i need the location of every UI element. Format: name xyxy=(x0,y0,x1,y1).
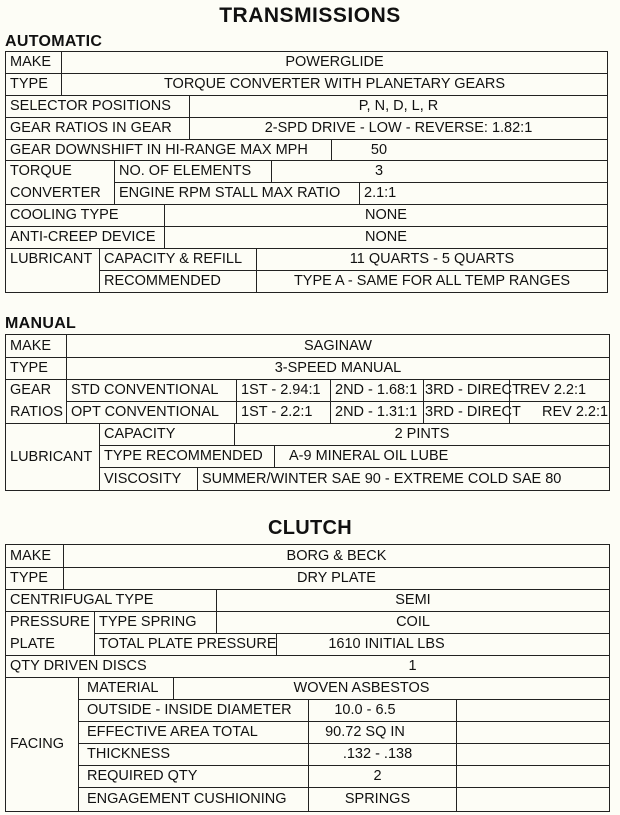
manual-capacity-label: CAPACITY xyxy=(99,423,234,445)
manual-opt-2nd: 2ND - 1.31:1 xyxy=(330,401,423,423)
manual-type-label: TYPE xyxy=(6,357,66,379)
clutch-material-label: MATERIAL xyxy=(78,677,173,699)
automatic-table xyxy=(5,51,608,293)
manual-type-rec-value: A-9 MINERAL OIL LUBE xyxy=(274,445,609,467)
clutch-facing-label: FACING xyxy=(6,677,78,811)
auto-selector-label: SELECTOR POSITIONS xyxy=(6,95,189,117)
clutch-thickness-blank xyxy=(456,743,609,765)
clutch-cushioning-label: ENGAGEMENT CUSHIONING xyxy=(78,787,308,811)
clutch-qty-blank xyxy=(456,765,609,787)
clutch-centrifugal-label: CENTRIFUGAL TYPE xyxy=(6,589,216,611)
clutch-centrifugal-value: SEMI xyxy=(216,589,609,611)
manual-make-value: SAGINAW xyxy=(66,335,609,357)
clutch-heading: CLUTCH xyxy=(267,517,352,539)
auto-type-value: TORQUE CONVERTER WITH PLANETARY GEARS xyxy=(61,73,607,95)
auto-downshift-value: 50 xyxy=(331,139,426,160)
auto-stall-value: 2.1:1 xyxy=(359,182,607,204)
auto-gear-ratios-label: GEAR RATIOS IN GEAR xyxy=(6,117,189,139)
manual-table xyxy=(5,334,610,491)
manual-std-3rd: 3RD - DIRECT xyxy=(423,379,509,401)
clutch-qty-value: 2 xyxy=(308,765,456,787)
clutch-thickness-value: .132 - .138 xyxy=(308,743,456,765)
clutch-diameter-blank xyxy=(456,699,609,721)
auto-lubricant-label: LUBRICANT xyxy=(6,248,99,270)
manual-std-rev: REV 2.2:1 xyxy=(509,379,609,401)
auto-recommended-value: TYPE A - SAME FOR ALL TEMP RANGES xyxy=(256,270,607,292)
manual-capacity-value: 2 PINTS xyxy=(234,423,609,445)
manual-std-2nd: 2ND - 1.68:1 xyxy=(330,379,423,401)
clutch-material-value: WOVEN ASBESTOS xyxy=(173,677,609,699)
auto-cooling-value: NONE xyxy=(164,204,607,226)
auto-capacity-label: CAPACITY & REFILL xyxy=(99,248,256,270)
clutch-cushioning-value: SPRINGS xyxy=(308,787,456,811)
manual-opt-3rd: 3RD - DIRECT xyxy=(423,401,509,423)
clutch-spring-value: COIL xyxy=(216,611,609,633)
clutch-pressure-label: PRESSURE xyxy=(6,611,94,633)
auto-converter-label: CONVERTER xyxy=(10,184,101,201)
manual-gear-label: GEAR xyxy=(6,379,66,401)
clutch-table xyxy=(5,544,610,812)
auto-elements-value: 3 xyxy=(271,160,486,182)
clutch-area-label: EFFECTIVE AREA TOTAL xyxy=(78,721,308,743)
clutch-total-pressure-value: 1610 INITIAL LBS xyxy=(276,633,496,655)
manual-std-1st: 1ST - 2.94:1 xyxy=(236,379,330,401)
auto-make-value: POWERGLIDE xyxy=(61,52,607,73)
manual-opt-rev: REV 2.2:1 xyxy=(509,401,609,423)
manual-type-rec-label: TYPE RECOMMENDED xyxy=(99,445,274,467)
clutch-total-pressure-blank xyxy=(496,633,609,655)
clutch-diameter-value: 10.0 - 6.5 xyxy=(308,699,456,721)
manual-opt-1st: 1ST - 2.2:1 xyxy=(236,401,330,423)
auto-make-label: MAKE xyxy=(10,54,52,71)
clutch-area-value: 90.72 SQ IN xyxy=(308,721,456,743)
clutch-discs-value: 1 xyxy=(216,655,609,677)
clutch-make-value: BORG & BECK xyxy=(63,545,609,567)
manual-viscosity-value: SUMMER/WINTER SAE 90 - EXTREME COLD SAE 80 xyxy=(197,467,609,490)
auto-anticreep-label: ANTI-CREEP DEVICE xyxy=(6,226,164,248)
manual-ratios-label: RATIOS xyxy=(10,403,63,420)
manual-std-label: STD CONVENTIONAL xyxy=(66,379,236,401)
clutch-diameter-label: OUTSIDE - INSIDE DIAMETER xyxy=(78,699,308,721)
auto-lubricant-blank xyxy=(6,270,99,292)
auto-torque-label: TORQUE xyxy=(6,160,114,182)
clutch-discs-label: QTY DRIVEN DISCS xyxy=(6,655,216,677)
clutch-total-pressure-label: TOTAL PLATE PRESSURE xyxy=(94,633,276,655)
auto-capacity-value: 11 QUARTS - 5 QUARTS xyxy=(256,248,607,270)
manual-make-label: MAKE xyxy=(10,337,52,354)
manual-lubricant-label: LUBRICANT xyxy=(6,423,99,490)
auto-stall-label: ENGINE RPM STALL MAX RATIO xyxy=(114,182,359,204)
automatic-heading: AUTOMATIC xyxy=(5,33,103,50)
auto-elements-label: NO. OF ELEMENTS xyxy=(114,160,271,182)
auto-recommended-label: RECOMMENDED xyxy=(99,270,256,292)
clutch-thickness-label: THICKNESS xyxy=(78,743,308,765)
manual-type-value: 3-SPEED MANUAL xyxy=(66,357,609,379)
clutch-cushioning-blank xyxy=(456,787,609,811)
clutch-spring-label: TYPE SPRING xyxy=(94,611,216,633)
clutch-qty-label: REQUIRED QTY xyxy=(78,765,308,787)
manual-opt-label: OPT CONVENTIONAL xyxy=(66,401,236,423)
auto-type-label: TYPE xyxy=(6,73,61,95)
manual-viscosity-label: VISCOSITY xyxy=(99,467,197,490)
auto-anticreep-value: NONE xyxy=(164,226,607,248)
auto-gear-ratios-value: 2-SPD DRIVE - LOW - REVERSE: 1.82:1 xyxy=(189,117,607,139)
clutch-type-value: DRY PLATE xyxy=(63,567,609,589)
auto-downshift-label: GEAR DOWNSHIFT IN HI-RANGE MAX MPH xyxy=(6,139,331,160)
manual-heading: MANUAL xyxy=(5,315,77,332)
clutch-plate-label: PLATE xyxy=(10,635,55,652)
auto-downshift-blank xyxy=(426,139,607,160)
page-title: TRANSMISSIONS xyxy=(219,4,401,27)
clutch-area-blank xyxy=(456,721,609,743)
auto-elements-blank xyxy=(486,160,607,182)
auto-cooling-label: COOLING TYPE xyxy=(6,204,164,226)
auto-selector-value: P, N, D, L, R xyxy=(189,95,607,117)
clutch-make-label: MAKE xyxy=(10,547,52,564)
clutch-type-label: TYPE xyxy=(6,567,63,589)
